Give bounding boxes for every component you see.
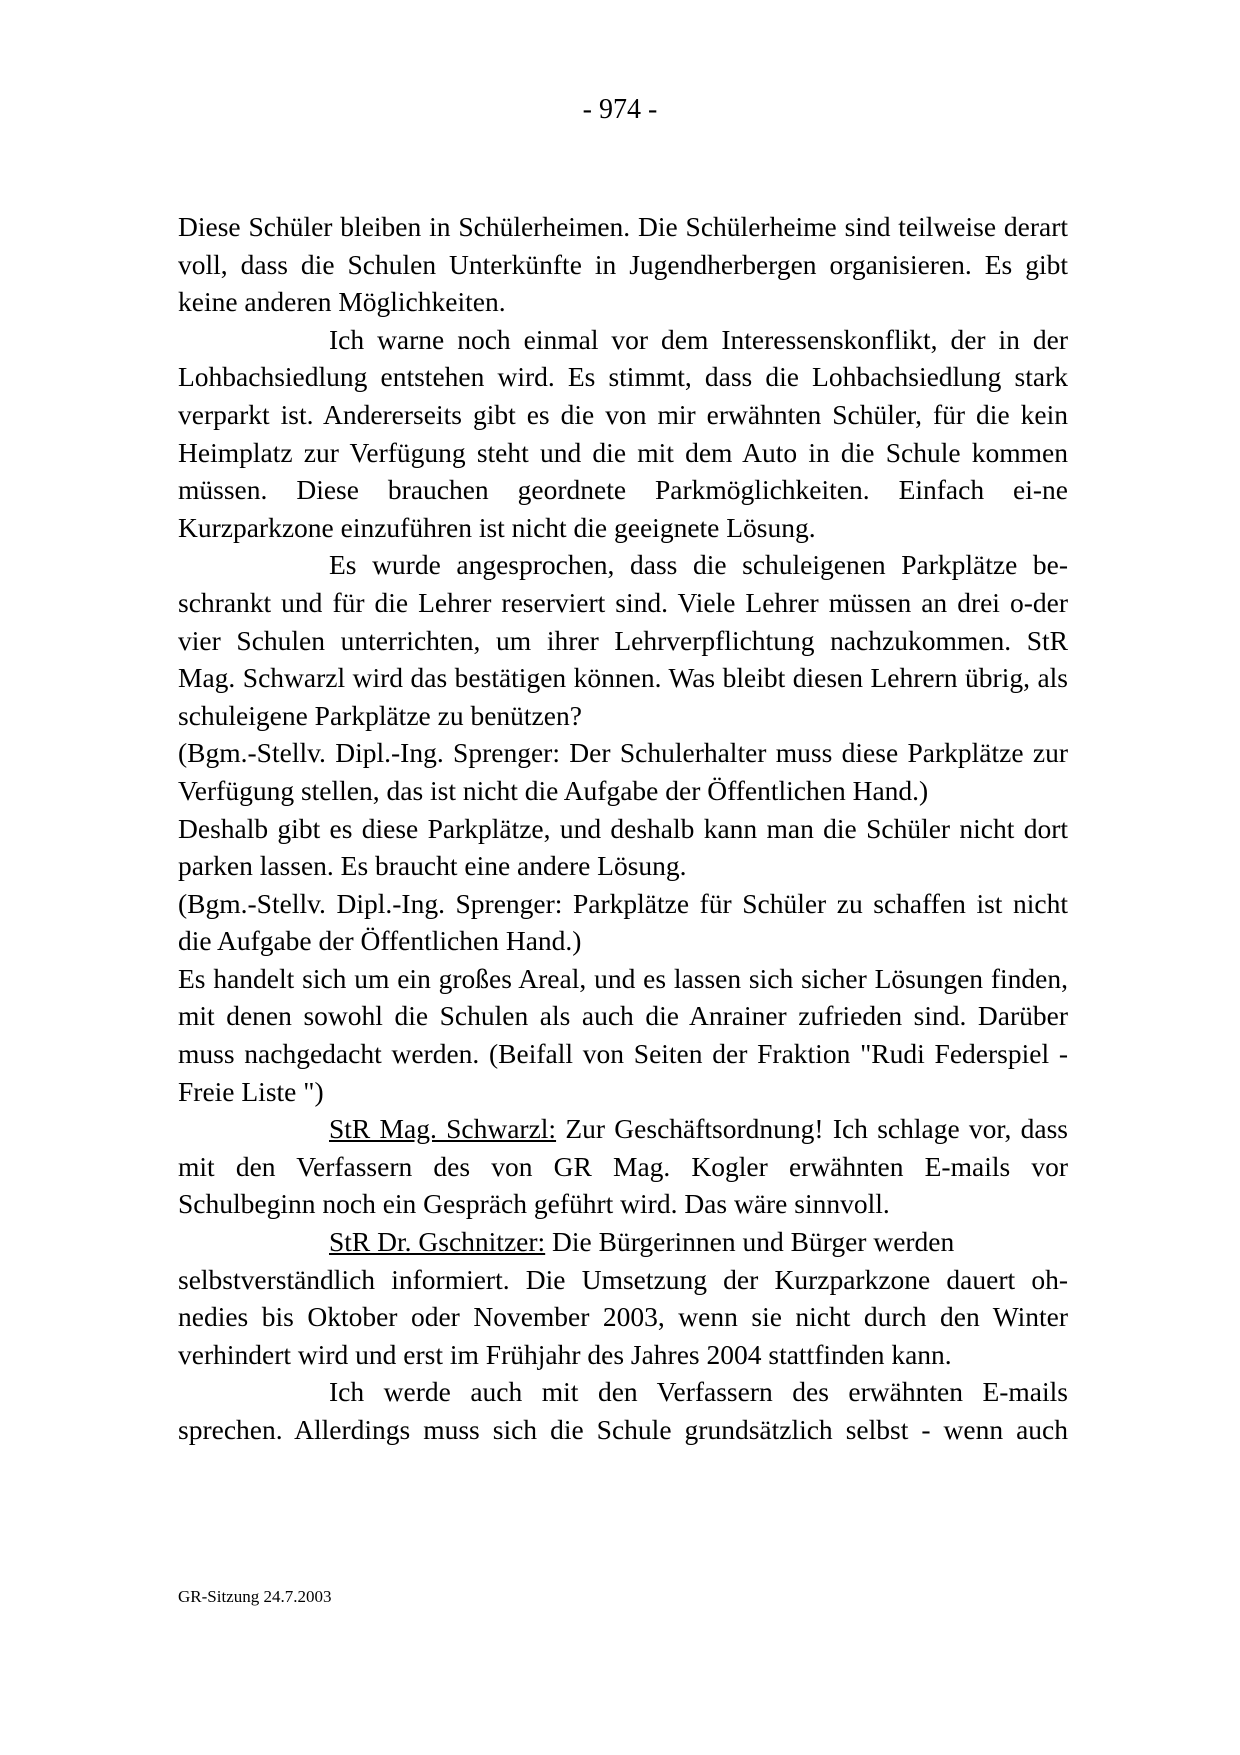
footer: GR-Sitzung 24.7.2003 [178, 1587, 332, 1606]
speech-gschnitzer-text: selbstverständlich informiert. Die Umsetzung der Kurzparkzone dauert oh-nedies bis Oktober oder November 2003, wenn sie nicht durch den Winter verhindert wird und erst im Frühjahr des Jahres 2004 stattfinden kann. [178, 1263, 1068, 1370]
speech-gschnitzer-first-line [178, 1223, 1068, 1261]
page-number: - 974 - [582, 94, 658, 125]
paragraph: Es handelt sich um ein großes Areal, und es lassen sich sicher Lösungen finden, mit denen sowohl die Schulen als auch die Anrainer zufrieden sind. Darüber muss nachgedacht werden. (Beifall von Seiten der Fraktion "Rudi Federspiel - Freie Liste ") [178, 962, 1068, 1107]
speaker-name: StR Dr. Gschnitzer: [329, 1226, 546, 1258]
speech-text: Die Bürgerinnen und Bürger werden [545, 1226, 955, 1258]
speaker-name: StR Mag. Schwarzl: [329, 1113, 557, 1145]
document-body [178, 208, 1068, 1449]
speech-schwarzl [178, 1110, 1068, 1223]
paragraph: Ich werde auch mit den Verfassern des erwähnten E-mails sprechen. Allerdings muss sich die Schule grundsätzlich selbst - wenn auch [178, 1376, 1068, 1445]
interjection: (Bgm.-Stellv. Dipl.-Ing. Sprenger: Der Schulerhalter muss diese Parkplätze zur Verfügung stellen, das ist nicht die Aufgabe der Öffentlichen Hand.) [178, 737, 1068, 806]
speech-text: Zur Geschäftsordnung! Ich schlage vor, dass mit den Verfassern des von GR Mag. Kogler erwähnten E-mails vor Schulbeginn noch ein Gespräch geführt wird. Das wäre sinnvoll. [178, 1113, 1068, 1220]
interjection: (Bgm.-Stellv. Dipl.-Ing. Sprenger: Parkplätze für Schüler zu schaffen ist nicht die Aufgabe der Öffentlichen Hand.) [178, 887, 1068, 957]
paragraph: Deshalb gibt es diese Parkplätze, und deshalb kann man die Schüler nicht dort parken lassen. Es braucht eine andere Lösung. [178, 812, 1068, 882]
paragraph: Ich warne noch einmal vor dem Interessenskonflikt, der in der Lohbachsiedlung entstehen wird. Es stimmt, dass die Lohbachsiedlung stark verparkt ist. Andererseits gibt es die von mir erwähnten Schüler, für die kein Heimplatz zur Verfügung steht und die mit dem Auto in die Schule kommen müssen. Diese brauchen geordnete Parkmöglichkeiten. Einfach ei-ne Kurzparkzone einzuführen ist nicht die geeignete Lösung. [178, 323, 1068, 543]
paragraph: Es wurde angesprochen, dass die schuleigenen Parkplätze be-schrankt und für die Lehrer reserviert sind. Viele Lehrer müssen an drei o-der vier Schulen unterrichten, um ihrer Lehrverpflichtung nachzukommen. StR Mag. Schwarzl wird das bestätigen können. Was bleibt diesen Lehrern übrig, als schuleigene Parkplätze zu benützen? [178, 549, 1068, 731]
paragraph: Diese Schüler bleiben in Schülerheimen. Die Schülerheime sind teilweise derart voll, dass die Schulen Unterkünfte in Jugendherbergen organisieren. Es gibt keine anderen Möglichkeiten. [178, 211, 1068, 318]
